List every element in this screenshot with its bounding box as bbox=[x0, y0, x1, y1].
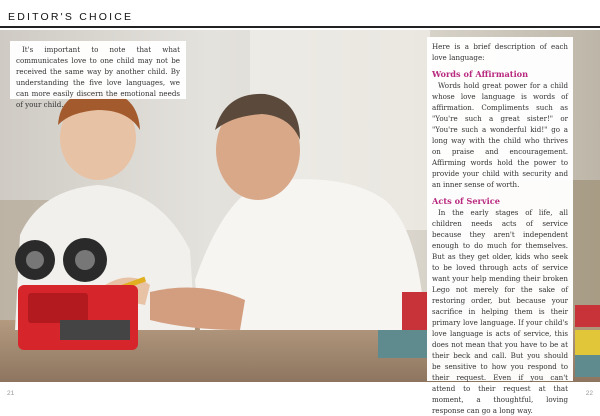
panel-intro: Here is a brief description of each love language: bbox=[432, 42, 568, 62]
heading-acts-of-service: Acts of Service bbox=[432, 196, 500, 206]
header-rule bbox=[0, 26, 600, 28]
page-number-left: 21 bbox=[7, 390, 15, 397]
intro-paragraph: It's important to note that what communicates love to one child may not be received the same way by another child. By understanding the five love languages, we can more easily discern the emotional needs of your child. bbox=[16, 45, 180, 110]
section-title: EDITOR'S CHOICE bbox=[8, 11, 134, 23]
love-languages-panel bbox=[427, 37, 573, 415]
body-acts-of-service: In the early stages of life, all children needs acts of service because they aren't independent enough to do much for themselves. But as they get older, kids who seek to be loved through acts of service want your help mending their broken Lego not merely for the sake of restoring order, but because your sacrifice in helping them is their primary love language. If your child's love language is acts of service, this does not mean that you have to be at their beck and call. But you should be sensitive to how you respond to their request. Even if you can't attend to their request at that moment, a thoughtful, loving response can go a long way. bbox=[432, 208, 568, 415]
body-words-of-affirmation: Words hold great power for a child whose love language is words of affirmation. Compliments such as "You're such a great sister!" or "You're such a wonderful kid!" go a long way with the child who thrives on praise and encouragement. Affirming words hold the power to provide your child with security and an inner sense of worth. bbox=[432, 81, 568, 189]
page-number-right: 22 bbox=[585, 390, 593, 397]
heading-words-of-affirmation: Words of Affirmation bbox=[432, 69, 529, 79]
intro-text-panel bbox=[10, 41, 186, 110]
